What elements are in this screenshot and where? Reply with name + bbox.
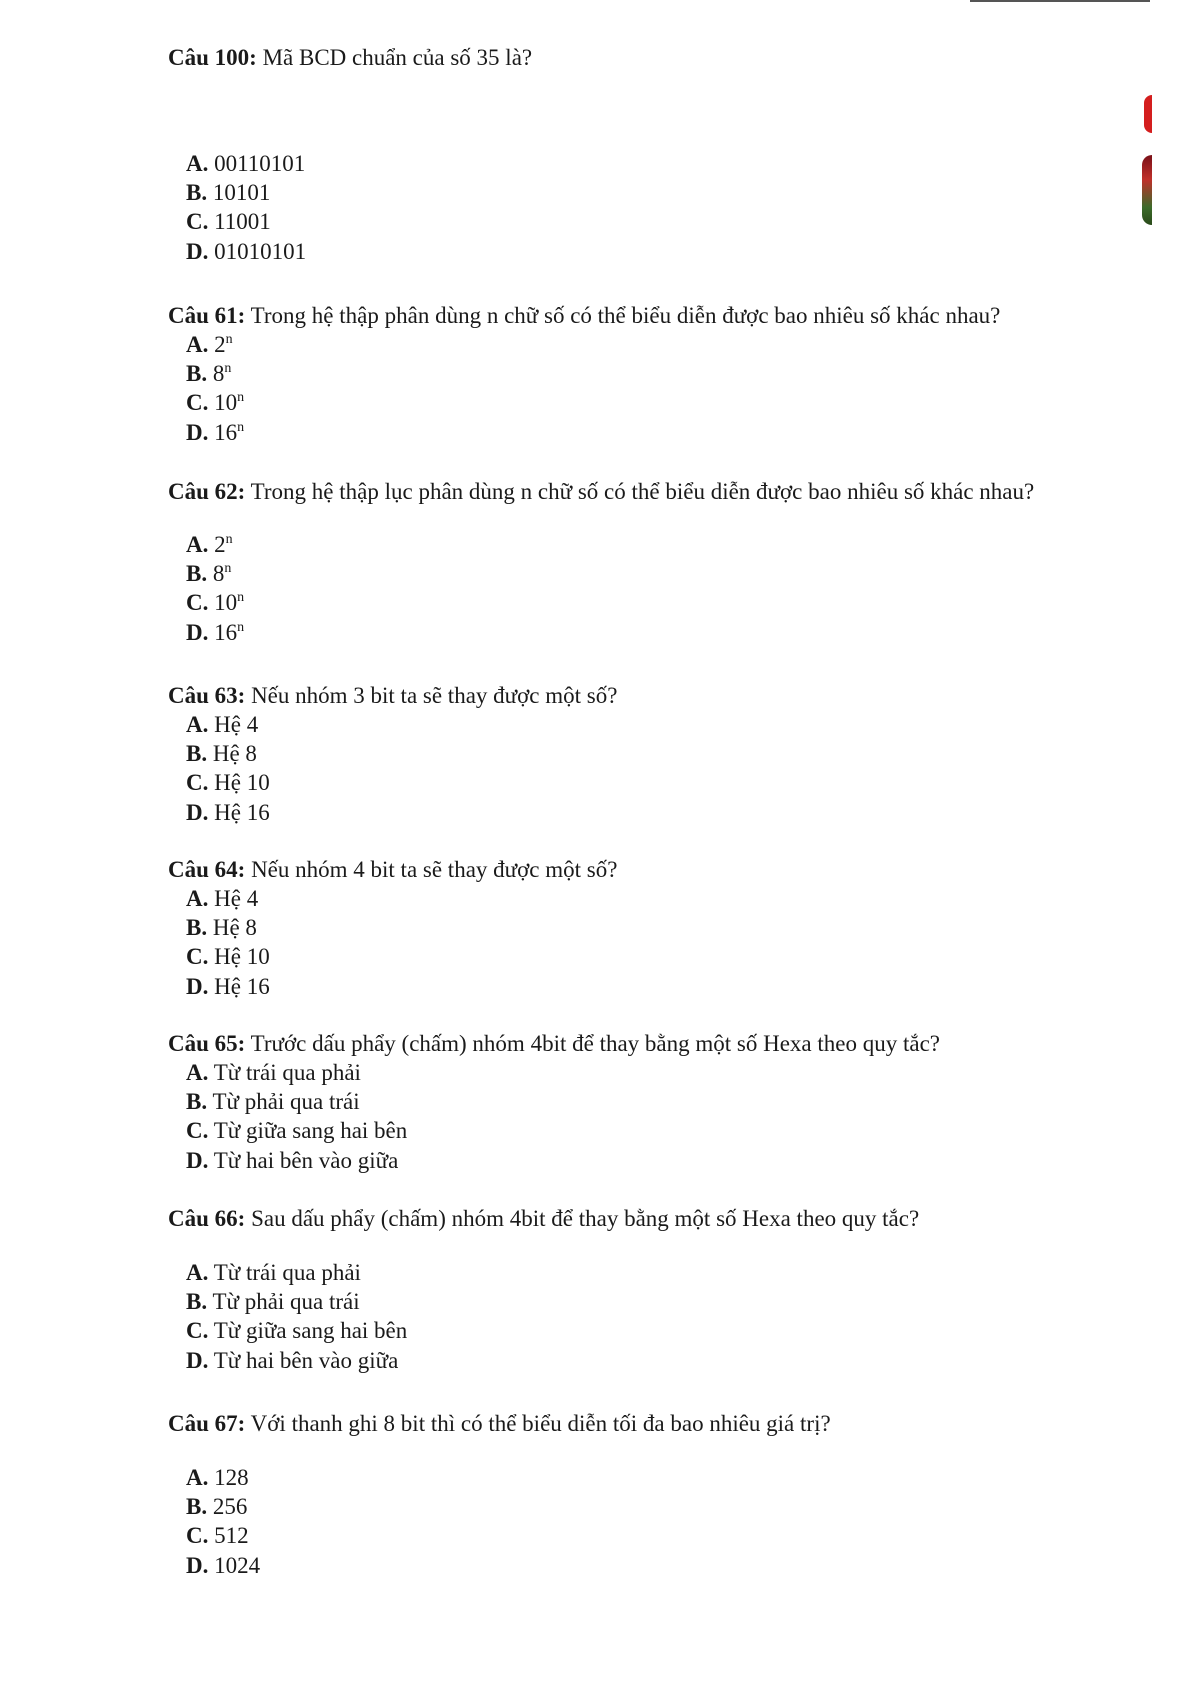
question-title bbox=[168, 44, 1158, 72]
option-b bbox=[186, 1087, 1158, 1116]
question-text: Trong hệ thập phân dùng n chữ số có thể biểu diễn được bao nhiêu số khác nhau? bbox=[250, 303, 1001, 328]
option-text: Hệ 4 bbox=[214, 712, 259, 737]
option-text: Từ phải qua trái bbox=[212, 1289, 360, 1315]
option-d bbox=[186, 237, 1158, 266]
option-c bbox=[186, 1116, 1158, 1145]
option-c bbox=[186, 588, 1158, 617]
option-text: 10101 bbox=[212, 180, 271, 206]
option-letter: A. bbox=[186, 332, 209, 357]
option-text: Từ trái qua phải bbox=[213, 1260, 361, 1285]
option-text: Hệ 8 bbox=[212, 915, 257, 941]
question-number: Câu 61: bbox=[168, 303, 246, 328]
option-text: Từ hai bên vào giữa bbox=[213, 1147, 399, 1173]
option-list bbox=[186, 530, 1158, 647]
option-d bbox=[186, 1551, 1158, 1580]
question-title bbox=[168, 1410, 1158, 1438]
question-text: Trong hệ thập lục phân dùng n chữ số có thể biểu diễn được bao nhiêu số khác nhau? bbox=[250, 479, 1035, 504]
option-letter: C. bbox=[186, 944, 209, 970]
option-list bbox=[186, 1463, 1158, 1580]
option-text: Từ phải qua trái bbox=[212, 1089, 360, 1115]
option-text: Từ trái qua phải bbox=[213, 1060, 361, 1085]
option-letter: B. bbox=[186, 361, 208, 387]
option-base: 8 bbox=[212, 561, 225, 587]
option-list bbox=[186, 1258, 1158, 1375]
option-letter: B. bbox=[186, 1494, 208, 1520]
question-title bbox=[168, 682, 1158, 710]
option-list bbox=[186, 710, 1158, 827]
question-number: Câu 67: bbox=[168, 1411, 246, 1436]
option-letter: C. bbox=[186, 1523, 209, 1549]
option-letter: A. bbox=[186, 1465, 209, 1490]
option-c bbox=[186, 1316, 1158, 1345]
option-text: 256 bbox=[212, 1494, 248, 1520]
option-letter: D. bbox=[186, 238, 209, 264]
option-exponent: n bbox=[237, 419, 245, 435]
options-block bbox=[168, 149, 1158, 266]
option-b bbox=[186, 559, 1158, 588]
option-letter: D. bbox=[186, 1347, 209, 1373]
question-text: Trước dấu phẩy (chấm) nhóm 4bit để thay bằng một số Hexa theo quy tắc? bbox=[250, 1031, 940, 1056]
question-block bbox=[168, 44, 1158, 72]
option-list bbox=[186, 149, 1158, 266]
option-base: 8 bbox=[212, 361, 225, 387]
option-text: Hệ 10 bbox=[214, 944, 270, 970]
option-b bbox=[186, 359, 1158, 388]
option-text: Từ giữa sang hai bên bbox=[213, 1318, 408, 1344]
option-letter: D. bbox=[186, 419, 209, 445]
options-block bbox=[168, 1258, 1158, 1375]
question-text: Nếu nhóm 3 bit ta sẽ thay được một số? bbox=[251, 683, 618, 708]
option-letter: A. bbox=[186, 712, 209, 737]
option-letter: C. bbox=[186, 770, 209, 796]
option-letter: C. bbox=[186, 390, 209, 416]
top-edge-rule bbox=[970, 0, 1150, 2]
question-text: Sau dấu phẩy (chấm) nhóm 4bit để thay bằng một số Hexa theo quy tắc? bbox=[251, 1206, 920, 1231]
question-block bbox=[168, 856, 1158, 1001]
option-text: Từ hai bên vào giữa bbox=[213, 1347, 399, 1373]
option-text: 128 bbox=[214, 1465, 249, 1490]
option-d bbox=[186, 798, 1158, 827]
option-letter: B. bbox=[186, 180, 208, 206]
option-letter: C. bbox=[186, 209, 209, 235]
question-number: Câu 65: bbox=[168, 1031, 246, 1056]
question-block bbox=[168, 478, 1158, 506]
question-block bbox=[168, 302, 1158, 447]
option-exponent: n bbox=[225, 332, 233, 347]
option-letter: C. bbox=[186, 1318, 209, 1344]
option-exponent: n bbox=[237, 619, 245, 635]
option-d bbox=[186, 1146, 1158, 1175]
question-block bbox=[168, 1030, 1158, 1175]
question-title bbox=[168, 856, 1158, 884]
question-number: Câu 63: bbox=[168, 683, 246, 708]
option-base: 10 bbox=[214, 590, 238, 616]
option-c bbox=[186, 207, 1158, 236]
option-letter: A. bbox=[186, 1260, 209, 1285]
option-d bbox=[186, 972, 1158, 1001]
option-a bbox=[186, 1058, 1158, 1087]
option-letter: B. bbox=[186, 1289, 208, 1315]
option-d bbox=[186, 618, 1158, 647]
option-letter: C. bbox=[186, 1118, 209, 1144]
option-list bbox=[186, 1058, 1158, 1175]
options-block bbox=[168, 530, 1158, 647]
option-c bbox=[186, 388, 1158, 417]
question-number: Câu 66: bbox=[168, 1206, 246, 1231]
option-letter: B. bbox=[186, 561, 208, 587]
question-title bbox=[168, 478, 1158, 506]
option-list bbox=[186, 884, 1158, 1001]
option-b bbox=[186, 1287, 1158, 1316]
question-block bbox=[168, 682, 1158, 827]
option-base: 2 bbox=[214, 332, 226, 357]
option-text: 01010101 bbox=[214, 238, 307, 264]
option-exponent: n bbox=[237, 590, 245, 606]
option-b bbox=[186, 913, 1158, 942]
option-a bbox=[186, 884, 1158, 913]
option-exponent: n bbox=[225, 532, 233, 547]
option-b bbox=[186, 1492, 1158, 1521]
option-base: 16 bbox=[214, 619, 238, 645]
option-b bbox=[186, 739, 1158, 768]
option-list bbox=[186, 330, 1158, 447]
option-letter: D. bbox=[186, 1147, 209, 1173]
question-number: Câu 100: bbox=[168, 45, 257, 70]
option-a bbox=[186, 710, 1158, 739]
option-c bbox=[186, 1521, 1158, 1550]
question-number: Câu 62: bbox=[168, 479, 246, 504]
option-exponent: n bbox=[224, 361, 232, 377]
option-exponent: n bbox=[237, 390, 245, 406]
question-block bbox=[168, 1205, 1158, 1233]
option-letter: B. bbox=[186, 1089, 208, 1115]
option-b bbox=[186, 178, 1158, 207]
option-text: 512 bbox=[214, 1523, 249, 1549]
option-text: Hệ 8 bbox=[212, 741, 257, 767]
option-a bbox=[186, 330, 1158, 359]
question-number: Câu 64: bbox=[168, 857, 246, 882]
option-letter: A. bbox=[186, 151, 209, 176]
option-letter: D. bbox=[186, 1552, 209, 1578]
option-letter: D. bbox=[186, 619, 209, 645]
option-text: 00110101 bbox=[214, 151, 306, 176]
option-letter: B. bbox=[186, 915, 208, 941]
option-base: 10 bbox=[214, 390, 238, 416]
option-base: 16 bbox=[214, 419, 238, 445]
option-text: Hệ 16 bbox=[214, 973, 270, 999]
option-letter: A. bbox=[186, 1060, 209, 1085]
option-a bbox=[186, 1463, 1158, 1492]
option-c bbox=[186, 942, 1158, 971]
option-base: 2 bbox=[214, 532, 226, 557]
option-letter: A. bbox=[186, 886, 209, 911]
option-letter: B. bbox=[186, 741, 208, 767]
option-text: Hệ 16 bbox=[214, 799, 270, 825]
option-letter: A. bbox=[186, 532, 209, 557]
option-text: Hệ 4 bbox=[214, 886, 259, 911]
question-title bbox=[168, 1205, 1158, 1233]
option-letter: D. bbox=[186, 973, 209, 999]
options-block bbox=[168, 1463, 1158, 1580]
question-text: Mã BCD chuẩn của số 35 là? bbox=[262, 45, 533, 70]
option-text: Từ giữa sang hai bên bbox=[213, 1118, 408, 1144]
question-text: Với thanh ghi 8 bit thì có thể biểu diễn tối đa bao nhiêu giá trị? bbox=[250, 1411, 831, 1436]
option-d bbox=[186, 1346, 1158, 1375]
option-letter: D. bbox=[186, 799, 209, 825]
question-block bbox=[168, 1410, 1158, 1438]
option-text: 1024 bbox=[214, 1552, 261, 1578]
option-d bbox=[186, 418, 1158, 447]
option-c bbox=[186, 768, 1158, 797]
option-text: 11001 bbox=[214, 209, 271, 235]
question-title bbox=[168, 1030, 1158, 1058]
option-a bbox=[186, 149, 1158, 178]
question-title bbox=[168, 302, 1158, 330]
option-a bbox=[186, 1258, 1158, 1287]
option-text: Hệ 10 bbox=[214, 770, 270, 796]
option-exponent: n bbox=[224, 561, 232, 577]
page-edge-mark bbox=[1144, 95, 1152, 133]
question-text: Nếu nhóm 4 bit ta sẽ thay được một số? bbox=[251, 857, 618, 882]
option-a bbox=[186, 530, 1158, 559]
option-letter: C. bbox=[186, 590, 209, 616]
